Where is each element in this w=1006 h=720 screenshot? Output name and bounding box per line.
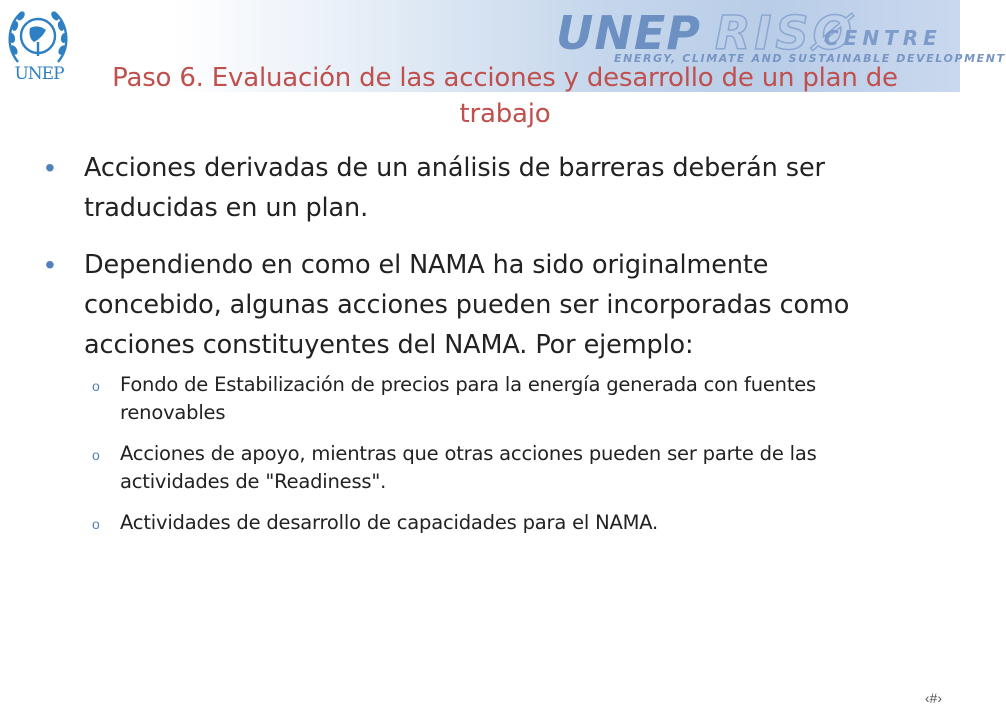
sub-bullet-item [86, 371, 900, 427]
bullet-item [42, 148, 900, 228]
slide-number: ‹#› [924, 690, 942, 706]
brand-centre: CENTRE [824, 26, 942, 50]
bullet-item [42, 245, 900, 537]
bullet-text: Dependiendo en como el NAMA ha sido originalmente concebido, algunas acciones pueden ser incorporadas como acciones constituyentes del NAMA. Por ejemplo: [84, 250, 850, 360]
slide-title: Paso 6. Evaluación de las acciones y desarrollo de un plan de trabajo [112, 63, 898, 129]
sub-bullet-text: Fondo de Estabilización de precios para la energía generada con fuentes renovables [120, 373, 817, 424]
sub-bullet-text: Acciones de apoyo, mientras que otras acciones pueden ser parte de las actividades de "Readiness". [120, 442, 817, 493]
bullet-icon: • [45, 249, 55, 280]
sub-bullet-item [86, 509, 900, 537]
slide-content [42, 148, 900, 554]
sub-bullet-list [86, 371, 900, 537]
sub-bullet-icon: o [92, 378, 100, 394]
sub-bullet-icon: o [92, 516, 100, 532]
sub-bullet-text: Actividades de desarrollo de capacidades para el NAMA. [120, 511, 659, 534]
bullet-list [42, 148, 900, 537]
brand-secondary: RISØ [715, 6, 856, 60]
bullet-text: Acciones derivadas de un análisis de barreras deberán ser traducidas en un plan. [84, 153, 825, 223]
sub-bullet-icon: o [92, 447, 100, 463]
sub-bullet-item [86, 440, 900, 496]
brand-primary: UNEP [556, 6, 701, 60]
bullet-icon: • [45, 152, 55, 183]
unep-logo-text: UNEP [14, 64, 64, 84]
brand-tagline: ENERGY, CLIMATE AND SUSTAINABLE DEVELOPMENT [614, 52, 1006, 65]
